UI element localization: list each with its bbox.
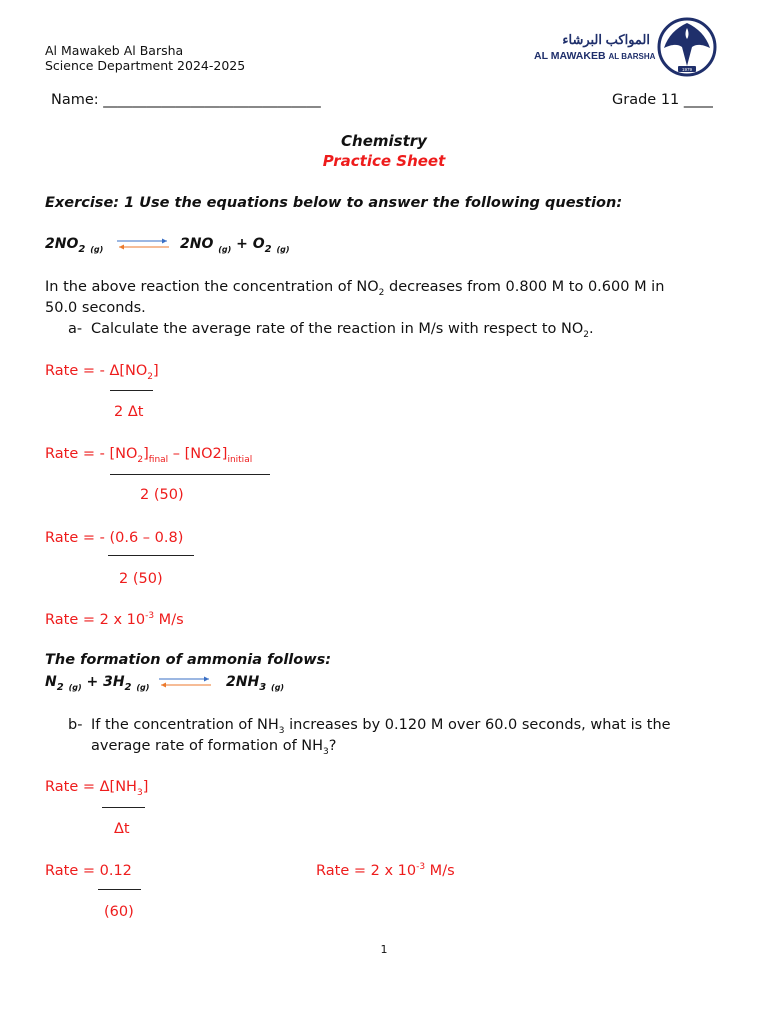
- logo-main-text: AL MAWAKEB: [534, 50, 606, 62]
- fraction-bar: [98, 889, 141, 890]
- eq2-h-sub: 2: [124, 681, 132, 693]
- svg-text:1979: 1979: [681, 67, 693, 72]
- equation-ammonia-product: [226, 674, 284, 693]
- eq1-reactant-sub: 2: [78, 243, 86, 255]
- logo-latin-text: [534, 50, 655, 62]
- name-field: Name: ______________________________: [51, 92, 321, 108]
- sheet-title: Practice Sheet: [322, 152, 446, 170]
- answer-a-result-exp: -3: [145, 611, 155, 622]
- eq1-product-o-state: (g): [276, 244, 290, 254]
- answer-b-step1-denominator: Δt: [114, 821, 130, 837]
- question-a-period: .: [589, 321, 594, 337]
- department-line: Science Department 2024-2025: [45, 58, 246, 73]
- ammonia-heading: The formation of ammonia follows:: [45, 652, 332, 668]
- question-b-question-mark: ?: [328, 738, 337, 754]
- answer-b-step2: Rate = 0.12: [45, 863, 132, 879]
- answer-a-step1-denominator: 2 Δt: [114, 404, 144, 420]
- answer-a-step2-initial: initial: [227, 454, 253, 465]
- equilibrium-arrow-icon: [115, 237, 171, 251]
- problem-paragraph-line2: 50.0 seconds.: [45, 300, 146, 316]
- fraction-bar: [108, 555, 194, 556]
- question-b-sub: 3: [278, 725, 285, 736]
- equilibrium-arrow-icon: [157, 675, 213, 689]
- answer-b-step1-end: ]: [142, 779, 149, 795]
- question-b-marker: b-: [68, 717, 83, 733]
- answer-a-step1-text: Rate = - Δ[NO: [45, 363, 148, 379]
- eq1-reactant: 2NO: [45, 236, 79, 252]
- answer-a-step1-end: ]: [153, 363, 159, 379]
- question-b-line2: [91, 736, 336, 759]
- question-b-text-a: If the concentration of NH: [91, 717, 279, 733]
- eq2-n-sub: 2: [56, 681, 64, 693]
- answer-a-step2: [45, 444, 252, 467]
- eq1-product-no-state: (g): [218, 244, 232, 254]
- question-b-text-b: increases by 0.120 M over 60.0 seconds, what is the: [284, 717, 671, 733]
- answer-a-step2-text-a: Rate = - [NO: [45, 446, 138, 462]
- grade-field: Grade 11 ____: [612, 92, 713, 108]
- answer-a-step3: Rate = - (0.6 – 0.8): [45, 530, 184, 546]
- fraction-bar: [102, 807, 145, 808]
- page-number: 1: [380, 943, 388, 956]
- eq2-n-state: (g): [68, 682, 82, 692]
- answer-b-result-unit: M/s: [425, 863, 455, 879]
- eq1-reactant-state: (g): [90, 244, 104, 254]
- answer-a-step2-denominator: 2 (50): [140, 487, 184, 503]
- answer-b-result-exp: -3: [416, 862, 426, 873]
- eq2-h: + 3H: [81, 674, 125, 690]
- fraction-bar: [110, 474, 270, 475]
- eq2-nh3-state: (g): [271, 682, 285, 692]
- answer-b-step1-sub: 3: [136, 787, 143, 798]
- paragraph-text-a: In the above reaction the concentration of NO: [45, 279, 379, 295]
- answer-a-result-text: Rate = 2 x 10: [45, 612, 146, 628]
- logo-sub-text: AL BARSHA: [608, 52, 656, 61]
- problem-paragraph-line1: [45, 277, 664, 300]
- exercise-heading: Exercise: 1 Use the equations below to answer the following question:: [45, 195, 623, 211]
- eq2-nh3-sub: 3: [259, 681, 267, 693]
- paragraph-sub: 2: [378, 287, 385, 298]
- eq1-product-o-sub: 2: [264, 243, 272, 255]
- answer-a-step1: [45, 361, 159, 384]
- equation-products: [180, 236, 290, 255]
- eq2-n: N: [45, 674, 57, 690]
- question-a-text: [91, 319, 594, 342]
- logo-arabic-text: المواكب البرشاء: [562, 32, 650, 47]
- eq2-nh3: 2NH: [226, 674, 260, 690]
- answer-b-step1-text: Rate = Δ[NH: [45, 779, 137, 795]
- answer-a-step2-final: final: [148, 454, 169, 465]
- answer-a-step2-text-c: – [NO2]: [168, 446, 228, 462]
- question-b-line1: [91, 715, 671, 738]
- answer-a-step2-sub: 2: [137, 454, 144, 465]
- eq1-product-o: + O: [236, 236, 265, 252]
- question-b-sub2: 3: [323, 746, 329, 757]
- question-a-sub: 2: [583, 329, 589, 340]
- answer-a-result: [45, 610, 184, 631]
- answer-a-step1-sub: 2: [147, 371, 154, 382]
- subject-title: Chemistry: [341, 132, 427, 150]
- answer-b-result-text: Rate = 2 x 10: [316, 863, 417, 879]
- paragraph-text-b: decreases from 0.800 M to 0.600 M in: [384, 279, 665, 295]
- question-a-body: Calculate the average rate of the reaction in M/s with respect to NO: [91, 321, 584, 337]
- answer-b-result: [316, 861, 455, 882]
- eq2-h-state: (g): [136, 682, 150, 692]
- answer-a-step3-denominator: 2 (50): [119, 571, 163, 587]
- question-b-text-c: average rate of formation of NH: [91, 738, 324, 754]
- answer-b-step1: [45, 777, 148, 800]
- equation-ammonia-reactants: [45, 674, 149, 693]
- fraction-bar: [110, 390, 153, 391]
- answer-a-result-unit: M/s: [154, 612, 184, 628]
- eagle-emblem-icon: [654, 14, 720, 80]
- school-logo: [530, 14, 720, 80]
- answer-a-step2-text-b: ]: [143, 446, 149, 462]
- school-name: Al Mawakeb Al Barsha: [45, 43, 184, 58]
- question-a-marker: a-: [68, 321, 83, 337]
- equation-no2: [45, 236, 103, 255]
- answer-b-step2-denominator: (60): [104, 904, 134, 920]
- eq1-product-no: 2NO: [180, 236, 214, 252]
